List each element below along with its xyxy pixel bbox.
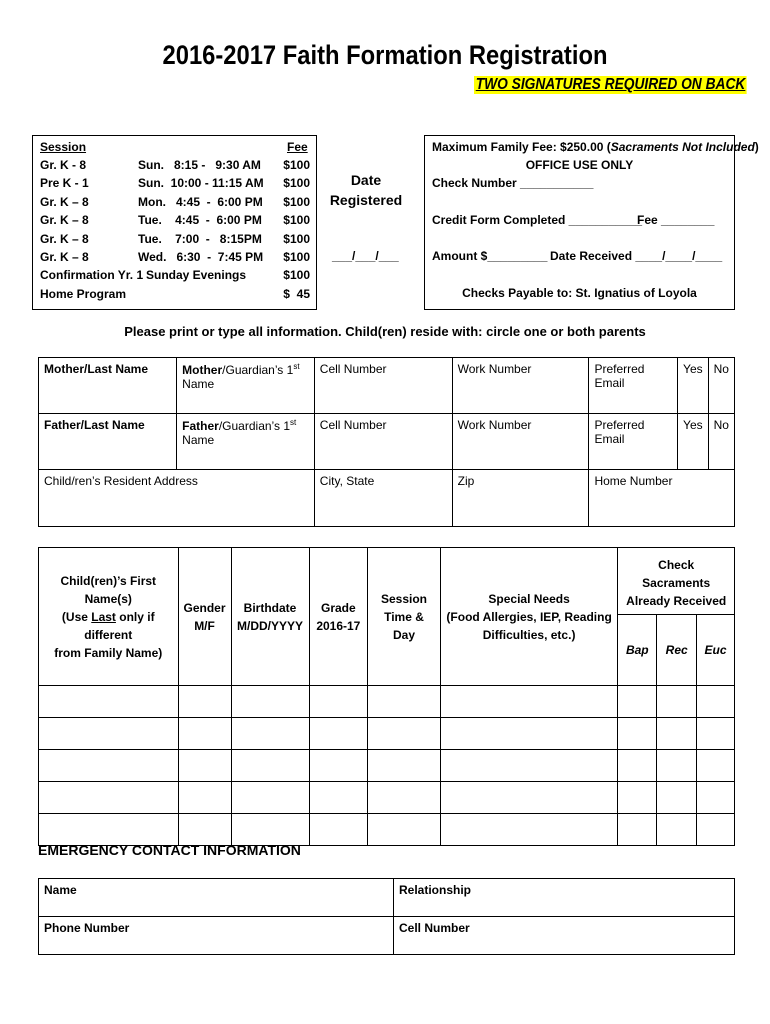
gender-l1: Gender bbox=[183, 600, 226, 615]
emergency-name-label: Name bbox=[44, 883, 77, 897]
emergency-phone-label: Phone Number bbox=[44, 921, 130, 935]
father-yes-label: Yes bbox=[683, 418, 703, 432]
father-work-field[interactable] bbox=[452, 414, 589, 470]
rec-cell[interactable] bbox=[657, 686, 697, 718]
gender-cell[interactable] bbox=[178, 750, 231, 782]
father-last-name-field[interactable] bbox=[39, 414, 177, 470]
rec-cell[interactable] bbox=[657, 750, 697, 782]
child-row bbox=[39, 718, 735, 750]
grade-cell[interactable] bbox=[309, 750, 368, 782]
birthdate-cell[interactable] bbox=[231, 814, 309, 846]
special-needs-header bbox=[440, 548, 618, 686]
mother-email-label: Preferred Email bbox=[594, 362, 645, 390]
session-fee: $100 bbox=[283, 231, 310, 246]
mother-last-label: Mother/Last Name bbox=[44, 362, 149, 376]
special-needs-cell[interactable] bbox=[440, 814, 618, 846]
session-grade: Gr. K - 8 bbox=[40, 158, 87, 172]
child-name-l3u: Last bbox=[91, 609, 116, 624]
father-work-label: Work Number bbox=[457, 418, 532, 432]
emergency-cell-field[interactable] bbox=[394, 917, 735, 955]
sacraments-l2: Already Received bbox=[626, 594, 727, 608]
session-fee: $100 bbox=[283, 268, 310, 283]
mother-work-label: Work Number bbox=[457, 362, 532, 376]
parents-table bbox=[38, 357, 735, 527]
bap-cell[interactable] bbox=[618, 750, 657, 782]
mother-first-rest: /Guardian’s 1 bbox=[222, 363, 294, 377]
session-header-col bbox=[368, 548, 441, 686]
credit-form-field[interactable]: Credit Form Completed ___________ bbox=[432, 213, 643, 227]
grade-cell[interactable] bbox=[309, 686, 368, 718]
mother-yes-label: Yes bbox=[683, 362, 703, 376]
father-email-label: Preferred Email bbox=[594, 418, 645, 446]
bap-cell[interactable] bbox=[618, 782, 657, 814]
session-fee: $100 bbox=[283, 250, 310, 264]
date-label-line2: Registered bbox=[329, 192, 403, 208]
signature-notice: TWO SIGNATURES REQUIRED ON BACK bbox=[475, 76, 746, 93]
session-l2: Time & Day bbox=[384, 609, 424, 642]
session-header: Session bbox=[40, 140, 87, 154]
bap-label: Bap bbox=[625, 643, 649, 657]
child-name-l2: Name(s) bbox=[84, 591, 132, 606]
session-cell[interactable] bbox=[368, 750, 441, 782]
grade-cell[interactable] bbox=[309, 814, 368, 846]
euc-cell[interactable] bbox=[697, 686, 735, 718]
mother-email-no[interactable] bbox=[708, 358, 734, 414]
session-time: Sunday Evenings bbox=[146, 268, 247, 283]
gender-l2: M/F bbox=[194, 618, 215, 633]
grade-cell[interactable] bbox=[309, 782, 368, 814]
euc-cell[interactable] bbox=[697, 750, 735, 782]
gender-cell[interactable] bbox=[178, 782, 231, 814]
office-use-only: OFFICE USE ONLY bbox=[525, 158, 634, 172]
mother-st: st bbox=[293, 362, 300, 371]
father-cell-field[interactable] bbox=[314, 414, 452, 470]
father-first-rest: /Guardian’s 1 bbox=[218, 419, 290, 433]
session-fee: $ 45 bbox=[283, 286, 310, 301]
session-time: Sun. 10:00 - 11:15 AM bbox=[138, 176, 264, 191]
birthdate-l2: M/DD/YYYY bbox=[237, 618, 304, 633]
zip-label: Zip bbox=[457, 474, 475, 488]
session-grade: Home Program bbox=[40, 286, 127, 301]
session-grade: Gr. K – 8 bbox=[40, 194, 89, 209]
rec-cell[interactable] bbox=[657, 814, 697, 846]
office-fee-field[interactable]: Fee ________ bbox=[637, 213, 715, 227]
session-grade: Gr. K – 8 bbox=[40, 213, 89, 228]
birthdate-cell[interactable] bbox=[231, 782, 309, 814]
father-email-field[interactable] bbox=[589, 414, 678, 470]
father-first-name-field[interactable] bbox=[177, 414, 315, 470]
date-received-field[interactable]: Date Received ____/____/____ bbox=[550, 249, 723, 263]
session-grade: Gr. K – 8 bbox=[40, 231, 89, 246]
check-number-field[interactable]: Check Number ___________ bbox=[432, 176, 594, 190]
gender-cell[interactable] bbox=[178, 814, 231, 846]
mother-work-field[interactable] bbox=[452, 358, 589, 414]
session-fee: $100 bbox=[283, 158, 310, 172]
birthdate-cell[interactable] bbox=[231, 750, 309, 782]
session-cell[interactable] bbox=[368, 782, 441, 814]
child-row bbox=[39, 814, 735, 846]
child-name-l3 bbox=[44, 608, 173, 644]
address-field[interactable] bbox=[39, 470, 315, 527]
children-table bbox=[38, 547, 735, 846]
child-name-l4: from Family Name) bbox=[54, 645, 163, 660]
father-first-bold: Father bbox=[182, 419, 219, 433]
rec-cell[interactable] bbox=[657, 782, 697, 814]
date-registered-blank[interactable]: ___/___/___ bbox=[332, 249, 399, 263]
euc-label: Euc bbox=[704, 643, 727, 657]
session-fee: $100 bbox=[283, 176, 310, 191]
child-row bbox=[39, 750, 735, 782]
instruction-text: Please print or type all information. Child(ren) reside with: circle one or both parents bbox=[124, 324, 646, 339]
rec-cell[interactable] bbox=[657, 718, 697, 750]
emergency-relationship-label: Relationship bbox=[399, 883, 472, 897]
mother-last-name-field[interactable] bbox=[39, 358, 177, 414]
session-grade: Pre K - 1 bbox=[40, 176, 89, 191]
address-label: Child/ren’s Resident Address bbox=[44, 474, 198, 488]
fee-header: Fee bbox=[287, 140, 308, 154]
child-name-cell[interactable] bbox=[39, 814, 179, 846]
session-time: Tue. 7:00 - 8:15PM bbox=[138, 231, 262, 246]
special-needs-cell[interactable] bbox=[440, 718, 618, 750]
euc-cell[interactable] bbox=[697, 782, 735, 814]
mother-first-bold: Mother bbox=[182, 363, 223, 377]
euc-cell[interactable] bbox=[697, 718, 735, 750]
bap-cell[interactable] bbox=[618, 718, 657, 750]
session-time: Sun. 8:15 - 9:30 AM bbox=[138, 158, 261, 172]
session-time: Mon. 4:45 - 6:00 PM bbox=[138, 194, 263, 209]
page-title: 2016-2017 Faith Formation Registration bbox=[162, 40, 608, 70]
session-cell[interactable] bbox=[368, 814, 441, 846]
session-grade: Gr. K – 8 bbox=[40, 250, 89, 264]
emergency-cell-label: Cell Number bbox=[399, 921, 470, 935]
child-name-cell[interactable] bbox=[39, 782, 179, 814]
mother-no-label: No bbox=[713, 362, 729, 376]
mother-cell-field[interactable] bbox=[314, 358, 452, 414]
home-number-field[interactable] bbox=[589, 470, 735, 527]
sacraments-l1: Check Sacraments bbox=[642, 558, 711, 590]
max-fee-italic: Sacraments Not Included bbox=[610, 140, 755, 154]
emergency-phone-field[interactable] bbox=[39, 917, 394, 955]
father-name-suffix: Name bbox=[182, 433, 215, 447]
special-needs-cell[interactable] bbox=[440, 686, 618, 718]
date-label-line1: Date bbox=[350, 172, 382, 188]
zip-field[interactable] bbox=[452, 470, 589, 527]
amount-field[interactable]: Amount $_________ bbox=[432, 249, 548, 263]
birthdate-cell[interactable] bbox=[231, 718, 309, 750]
birthdate-cell[interactable] bbox=[231, 686, 309, 718]
session-cell[interactable] bbox=[368, 686, 441, 718]
grade-l2: 2016-17 bbox=[316, 618, 361, 633]
session-time: Wed. 6:30 - 7:45 PM bbox=[138, 250, 264, 264]
father-email-yes[interactable] bbox=[678, 414, 709, 470]
gender-header bbox=[178, 548, 231, 686]
date-registered-label bbox=[325, 170, 407, 210]
father-no-label: No bbox=[713, 418, 729, 432]
father-email-no[interactable] bbox=[708, 414, 734, 470]
child-row bbox=[39, 686, 735, 718]
home-number-label: Home Number bbox=[594, 474, 673, 488]
max-fee-suffix: ) bbox=[754, 140, 759, 154]
session-cell[interactable] bbox=[368, 718, 441, 750]
child-name-cell[interactable] bbox=[39, 718, 179, 750]
session-time: Tue. 4:45 - 6:00 PM bbox=[138, 213, 262, 228]
euc-cell[interactable] bbox=[697, 814, 735, 846]
special-l2: (Food Allergies, IEP, Reading bbox=[446, 609, 612, 624]
city-state-label: City, State bbox=[319, 474, 375, 488]
session-fee: $100 bbox=[283, 213, 310, 228]
session-fee: $100 bbox=[283, 194, 310, 209]
special-needs-cell[interactable] bbox=[440, 782, 618, 814]
emergency-name-field[interactable] bbox=[39, 879, 394, 917]
mother-name-suffix: Name bbox=[182, 377, 215, 391]
special-needs-cell[interactable] bbox=[440, 750, 618, 782]
bap-cell[interactable] bbox=[618, 814, 657, 846]
mother-email-yes[interactable] bbox=[678, 358, 709, 414]
emergency-relationship-field[interactable] bbox=[394, 879, 735, 917]
father-last-label: Father/Last Name bbox=[44, 418, 145, 432]
gender-cell[interactable] bbox=[178, 686, 231, 718]
birthdate-header bbox=[231, 548, 309, 686]
mother-first-name-field[interactable] bbox=[177, 358, 315, 414]
special-l3: Difficulties, etc.) bbox=[482, 627, 576, 642]
father-st: st bbox=[290, 418, 297, 427]
child-name-cell[interactable] bbox=[39, 750, 179, 782]
session-grade: Confirmation Yr. 1 bbox=[40, 268, 144, 283]
rec-header bbox=[657, 615, 697, 686]
bap-header bbox=[618, 615, 657, 686]
birthdate-l1: Birthdate bbox=[243, 600, 297, 615]
grade-l1: Grade bbox=[321, 600, 356, 615]
bap-cell[interactable] bbox=[618, 686, 657, 718]
rec-label: Rec bbox=[665, 643, 688, 657]
emergency-heading: EMERGENCY CONTACT INFORMATION bbox=[38, 842, 301, 858]
child-name-cell[interactable] bbox=[39, 686, 179, 718]
child-row bbox=[39, 782, 735, 814]
city-state-field[interactable] bbox=[314, 470, 452, 527]
father-cell-label: Cell Number bbox=[319, 418, 387, 432]
max-fee-prefix: Maximum Family Fee: $250.00 ( bbox=[432, 140, 611, 154]
special-l1: Special Needs bbox=[488, 591, 570, 606]
mother-email-field[interactable] bbox=[589, 358, 678, 414]
child-name-l3b: only if different bbox=[84, 609, 155, 642]
child-name-l1: Child(ren)’s First bbox=[60, 573, 157, 588]
checks-payable: Checks Payable to: St. Ignatius of Loyola bbox=[462, 286, 697, 300]
grade-header bbox=[309, 548, 368, 686]
gender-cell[interactable] bbox=[178, 718, 231, 750]
euc-header bbox=[697, 615, 735, 686]
child-name-header bbox=[39, 548, 179, 686]
session-l1: Session bbox=[380, 591, 428, 606]
child-name-l3a: (Use bbox=[61, 609, 92, 624]
mother-cell-label: Cell Number bbox=[319, 362, 387, 376]
sacraments-header bbox=[618, 548, 735, 615]
max-family-fee bbox=[432, 140, 759, 154]
emergency-table bbox=[38, 878, 735, 955]
grade-cell[interactable] bbox=[309, 718, 368, 750]
